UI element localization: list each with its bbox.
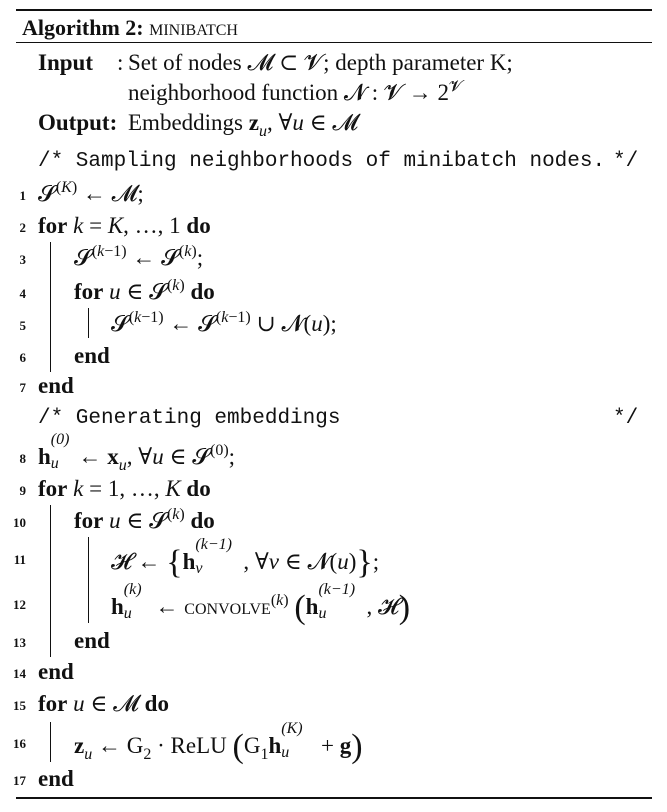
algo-line-10: for u ∈ 𝓢$^{(k)}$ do (74, 506, 215, 533)
algo-line-5: 𝓢$^{(k-1)}$ ← 𝓢$^{(k-1)}$ ∪ 𝓝(u); (111, 309, 337, 336)
line-number: 6 (19, 350, 26, 365)
line-number: 13 (13, 635, 26, 650)
line-number: 14 (13, 666, 26, 681)
algo-line-4: for u ∈ 𝓢$^{(k)}$ do (74, 277, 215, 304)
algo-line-13: end (74, 628, 110, 653)
algo-line-2: for k = K, …, 1 do (38, 213, 211, 238)
input-label: Input (38, 50, 93, 75)
line-number: 15 (13, 698, 26, 713)
algo-line-11: 𝓗 ← {h (k−1) v , ∀v ∈ 𝓝(u)}; (111, 536, 380, 581)
algo-line-15: for u ∈ 𝓜 do (38, 691, 169, 716)
line-number: 16 (13, 736, 26, 751)
bottom-rule (16, 797, 652, 799)
line-number: 8 (19, 451, 26, 466)
algo-line-16: $z_u$ ← $G_2$ · ReLU ($G_1h$ (K) u + g) (74, 720, 363, 765)
block-bar (50, 242, 51, 372)
line-number: 11 (13, 552, 26, 567)
line-number: 10 (13, 515, 26, 530)
line-number: 9 (19, 483, 26, 498)
algo-line-14: end (38, 659, 74, 684)
algo-line-12: h (k) u ← convolve$^{(k)}$ (h (k−1) u , 𝓗) (111, 581, 411, 626)
comment-sampling-close: */ (613, 150, 639, 173)
line-number: 5 (19, 318, 26, 333)
line-number: 12 (13, 597, 26, 612)
block-bar (50, 722, 51, 762)
algo-line-7: end (38, 373, 74, 398)
line-number: 1 (19, 188, 26, 203)
comment-sampling: /* Sampling neighborhoods of minibatch nodes. (38, 150, 606, 173)
input-colon: : (117, 50, 124, 75)
comment-generating-close: */ (613, 407, 639, 430)
line-number: 7 (19, 380, 26, 395)
algo-line-3: 𝓢$^{(k-1)}$ ← 𝓢$^{(k)}$; (74, 243, 204, 270)
comment-generating: /* Generating embeddings (38, 407, 341, 430)
input-line-2: neighborhood function 𝓝 : 𝓥 → $2^𝓥$ (128, 78, 463, 105)
algo-line-8: h (0) u ← $x_u$, ∀u ∈ 𝓢$^{(0)}$; (38, 431, 236, 474)
block-bar (88, 537, 89, 623)
algorithm-name: minibatch (149, 15, 238, 40)
block-bar (88, 308, 89, 338)
algo-line-6: end (74, 343, 110, 368)
output-text: Embeddings $z_u$, ∀u ∈ 𝓜 (128, 110, 359, 140)
line-number: 3 (19, 252, 26, 267)
algo-line-9: for k = 1, …, K do (38, 476, 211, 501)
line-number: 2 (19, 220, 26, 235)
top-rule (16, 9, 652, 11)
algo-line-1: 𝓢$^{(K)}$ ← 𝓜; (38, 179, 144, 206)
algorithm-caption (22, 15, 238, 41)
input-line-1: Set of nodes 𝓜 ⊂ 𝓥; depth parameter K; (128, 50, 513, 75)
algorithm-label: Algorithm 2: (22, 15, 144, 40)
algo-line-17: end (38, 766, 74, 791)
line-number: 4 (19, 286, 26, 301)
output-label: Output: (38, 110, 118, 135)
line-number: 17 (13, 773, 26, 788)
block-bar (50, 505, 51, 657)
caption-rule (16, 42, 652, 43)
